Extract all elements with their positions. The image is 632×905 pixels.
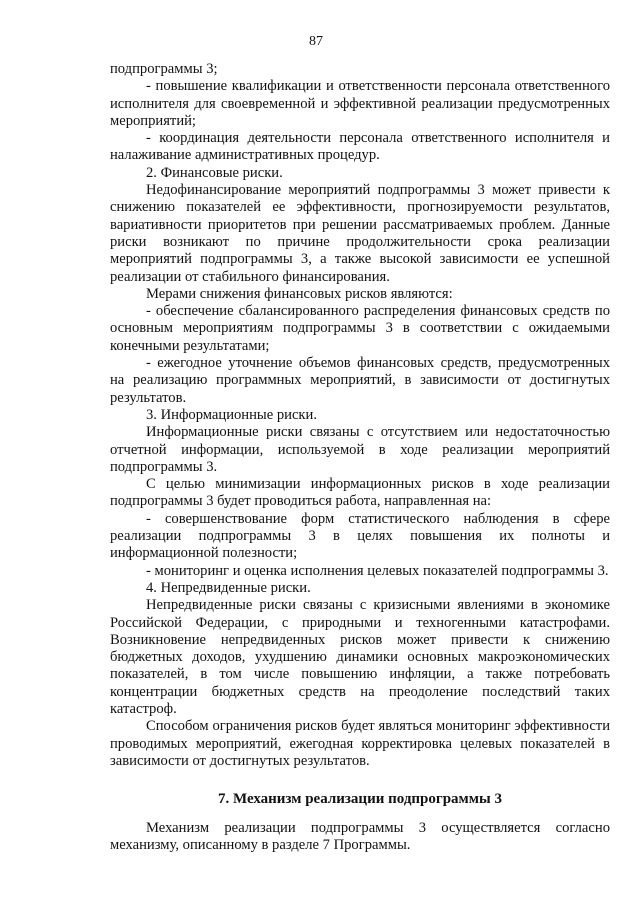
paragraph-information-risks: Информационные риски связаны с отсутствием или недостаточностью отчетной информации, используемой в ходе реализации мероприятий подпрограммы 3.	[110, 424, 610, 475]
subheading-information-risks: 3. Информационные риски.	[146, 406, 317, 423]
subheading-unforeseen-risks: 4. Непредвиденные риски.	[146, 579, 311, 596]
paragraph-risk-limitation: Способом ограничения рисков будет являться мониторинг эффективности проводимых мероприятий, ежегодная корректировка целевых показателей в зависимости от достигнутых результатов.	[110, 718, 610, 769]
subheading-financial-risks: 2. Финансовые риски.	[146, 164, 283, 181]
paragraph-information-minimization: С целью минимизации информационных рисков в ходе реализации подпрограммы 3 будет проводиться работа, направленная на:	[110, 476, 610, 510]
paragraph-unforeseen-risks: Непредвиденные риски связаны с кризисными явлениями в экономике Российской Федерации, с природными и техногенными катастрофами. Возникновение непредвиденных рисков может привести к снижению бюджетных доходов, ухудшению динамики основных макроэкономических показателей, в том числе повышению инфляции, а также потребовать концентрации бюджетных средств на преодоление последствий таких катастроф.	[110, 597, 610, 717]
paragraph-underfunding: Недофинансирование мероприятий подпрограммы 3 может привести к снижению показателей ее эффективности, прогнозируемости результатов, вариативности приоритетов при решении рассматриваемых проблем. Данные риски возникают по причине продолжительности срока реализации мероприятий подпрограммы 3, а также высокой зависимости ее успешной реализации от стабильного финансирования.	[110, 182, 610, 285]
paragraph-financial-measures-intro: Мерами снижения финансовых рисков являются:	[146, 285, 453, 302]
page-number: 87	[309, 34, 323, 49]
paragraph-balanced-distribution: - обеспечение сбалансированного распределения финансовых средств по основным мероприятиям подпрограммы 3 в соответствии с ожидаемыми конечными результатами;	[110, 303, 610, 354]
paragraph-continuation: подпрограммы 3;	[110, 61, 218, 77]
paragraph-qualification: - повышение квалификации и ответственности персонала ответственного исполнителя для своевременной и эффективной реализации предусмотренных мероприятий;	[110, 78, 610, 129]
paragraph-annual-refinement: - ежегодное уточнение объемов финансовых средств, предусмотренных на реализацию программных мероприятий, в зависимости от достигнутых результатов.	[110, 355, 610, 406]
section-heading: 7. Механизм реализации подпрограммы 3	[218, 791, 502, 808]
paragraph-mechanism: Механизм реализации подпрограммы 3 осуществляется согласно механизму, описанному в разделе 7 Программы.	[110, 820, 610, 854]
paragraph-coordination: - координация деятельности персонала ответственного исполнителя и налаживание административных процедур.	[110, 130, 610, 164]
paragraph-monitoring: - мониторинг и оценка исполнения целевых показателей подпрограммы 3.	[146, 562, 609, 579]
page-content	[110, 61, 610, 855]
paragraph-statistical-observation: - совершенствование форм статистического наблюдения в сфере реализации подпрограммы 3 в целях повышения их полноты и информационной полезности;	[110, 510, 610, 562]
